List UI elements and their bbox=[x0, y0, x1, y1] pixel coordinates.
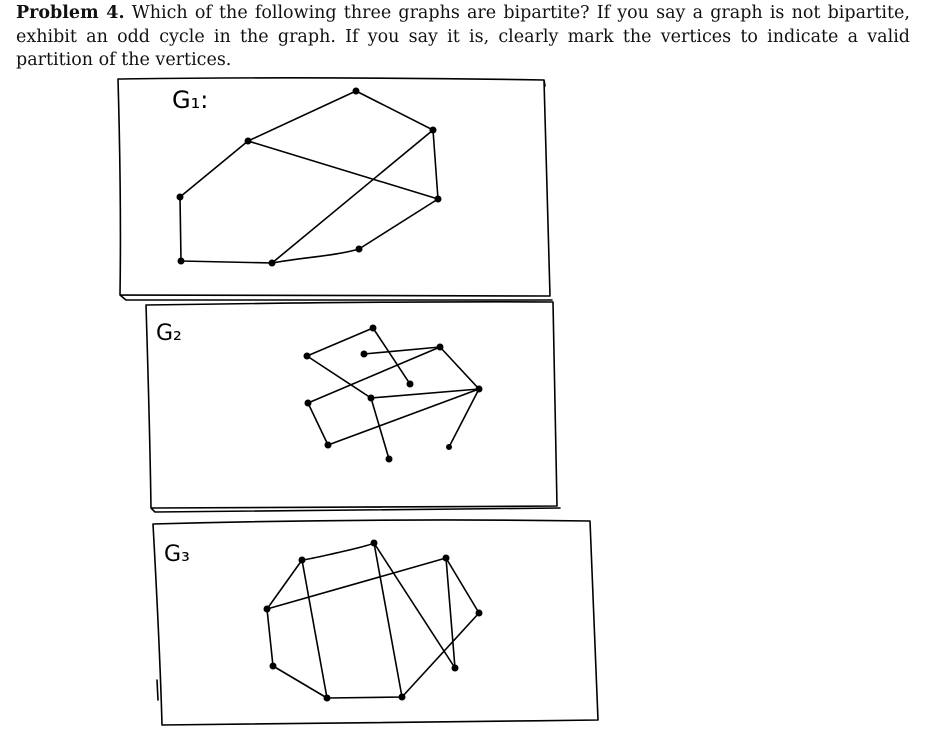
graph-g2 bbox=[146, 302, 560, 512]
g2-box bbox=[146, 302, 560, 512]
graph-g3 bbox=[153, 520, 598, 725]
g3-label: G₃ bbox=[164, 542, 190, 567]
problem-number: Problem 4. bbox=[16, 3, 125, 23]
problem-text: Which of the following three graphs are bipartite? If you say a graph is not bipartite, exhibit an odd cycle in the graph. If you say it is, clearly mark the vertices to indicate a valid partition of the vertices. bbox=[16, 3, 910, 70]
g1-edges bbox=[180, 91, 438, 263]
g2-label: G₂ bbox=[156, 321, 182, 346]
g2-edges bbox=[307, 328, 479, 459]
g3-edges bbox=[267, 543, 479, 698]
g1-label: G₁: bbox=[172, 86, 209, 114]
graph-g1 bbox=[118, 78, 552, 300]
